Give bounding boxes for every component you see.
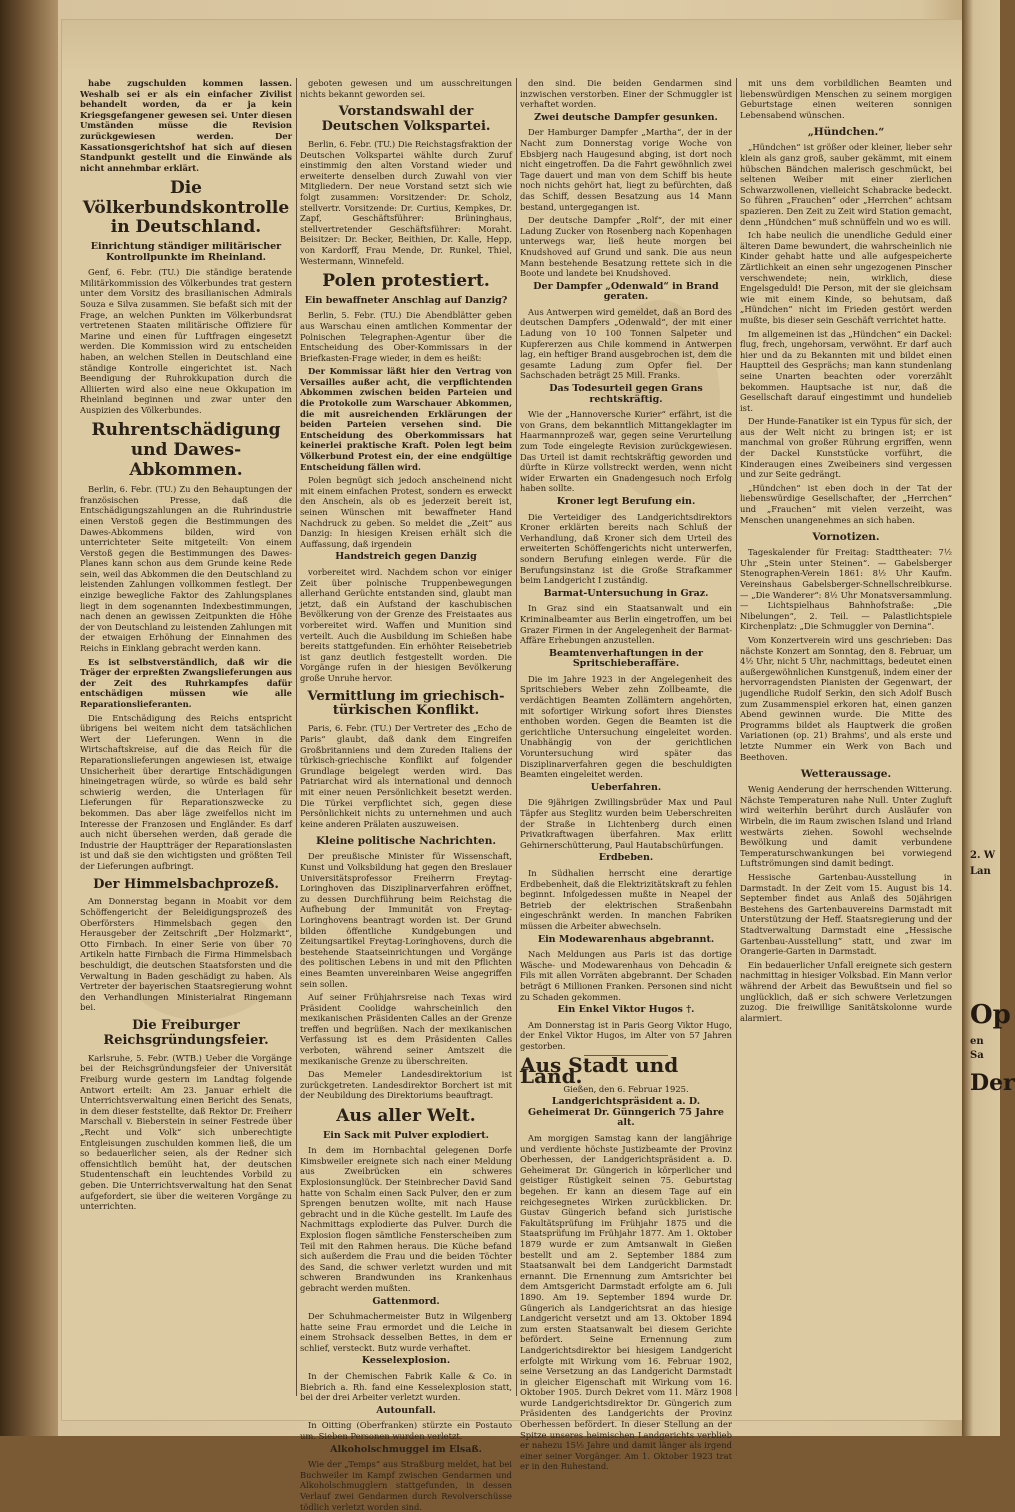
article-text: Am morgigen Samstag kann der langjährige und verdiente höchste Justizbeamte der Provinz Oberhessen, der Landgerichtspräsident a. D. Geheimerat Dr. Güngerich in körperlicher und geistiger Rüstigkeit seinen 75. Geburtstag begehen. Er kann an diesem Tage auf ein reichgesegnetes Wirken zurückblicken. Dr. Gustav Güngerich befand sich juristische Fakultätsprüfung im Frühjahr 1875 und die Staatsprüfung im Frühjahr 1877. Am 1. Oktober 1879 wurde er zum Amtsanwalt in Gießen bestellt und am 2. September 1884 zum Staatsanwalt bei dem Landgericht Darmstadt ernannt. Die Ernennung zum Amtsrichter bei dem Amtsgericht Darmstadt erfolgte am 6. Juli 1890. Am 19. September 1894 wurde Dr. Güngerich als Landgerichtsrat an das hiesige Landgericht versetzt und am 13. Oktober 1894 zum ersten Staatsanwalt bei diesem Gerichte befördert. Seine Ernennung zum Landgerichtsdirektor bei hiesigem Landgericht erfolgte mit Wirkung vom 16. Februar 1902, seine Versetzung an das Landgericht Darmstadt in gleicher Eigenschaft mit Wirkung vom 16. Oktober 1905. Durch Dekret vom 11. März 1908 wurde Landgerichtsdirektor Dr. Güngerich zum Präsidenten des Landgerichts der Provinz Oberhessen befördert. In dieser Stellung an der Spitze unseres heimischen Landgerichts verblieb er nahezu 15½ Jahre und damit länger als irgend einer seiner Vorgänger. Am 1. Oktober 1923 trat er in den Ruhestand. [520,1133,732,1472]
article-text: Paris, 6. Febr. (TU.) Der Vertreter des „Echo de Paris“ glaubt, daß dank dem Eingreifen Großbritanniens und dem Zureden Italiens der türkisch-griechische Konflikt auf folgender Grundlage beigelegt werden wird. Das Patriarchat wird als international und dennoch mit einer neuen Persönlichkeit besetzt werden. Die Türkei verpflichtet sich, gegen diese Persönlichkeit nichts zu unternehmen und auch keine anderen Prälaten auszuweisen. [300,723,512,829]
article-text: Der deutsche Dampfer „Rolf“, der mit einer Ladung Zucker von Rosenberg nach Kopenhagen unterwegs war, ließ heute morgen bei Knudshoved auf Grund und sank. Die aus neun Mann bestehende Besatzung rettete sich in die Boote und landete bei Knudshoved. [520,215,732,279]
article-text: Die im Jahre 1923 in der Angelegenheit des Spritschiebers Weber zehn Zollbeamte, die verdächtigen Beamten Zollämtern angehörten, mit sofortiger Wirkung sofort ihres Dienstes enthoben worden. Gegen die Beamten ist die gerichtliche Untersuchung eingeleitet worden. Unabhängig von der gerichtlichen Voruntersuchung wird später das Disziplinarverfahren gegen die beschuldigten Beamten eingeleitet werden. [520,673,732,780]
article-text: Es ist selbstverständlich, daß wir die Träger der erpreßten Zwangslieferungen aus der Zeit des Ruhrkampfes dafür entschädigen müssen wie alle Reparationslieferanten. [80,656,292,709]
article-text: den sind. Die beiden Gendarmen sind inzwischen verstorben. Einer der Schmuggler ist verhaftet worden. [520,78,732,110]
article-text: Der Hunde-Fanatiker ist ein Typus für sich, der aus der Welt nicht zu bringen ist; er ist manchmal von großer Rührung ergriffen, wenn der Dackel Kunststücke vorführt, die Kinderaugen eines Zweibeiners sind vergessen und zur Seite gedrängt. [740,416,952,480]
article-text: Berlin, 6. Febr. (TU.) Die Reichstagsfraktion der Deutschen Volkspartei wählte durch Zuruf einstimmig den alten Vorstand wieder und erweiterte denselben durch Zuwahl von vier Mitgliedern. Der neue Vorstand setzt sich wie folgt zusammen: Vorsitzender: Dr. Scholz, stellvertr. Vorsitzende: Dr. Curtius, Kempkes, Dr. Zapf, Geschäftsführer: Brüninghaus, stellvertretender Geschäftsführer: Moraht. Beisitzer: Dr. Becker, Beithien, Dr. Kalle, Hepp, von Kardorff, Frau Mende, Dr. Runkel, Thiel, Westermann, Winnefeld. [300,139,512,266]
section-masthead: Aus Stadt und Land. [520,1053,679,1089]
headline: Vorstandswahl der Deutschen Volkspartei. [321,104,491,135]
article-text: Aus Antwerpen wird gemeldet, daß an Bord des deutschen Dampfers „Odenwald“, der mit einer Ladung von 10 100 Tonnen Salpeter und Kupfererzen aus Chile kommend in Antwerpen lag, ein heftiger Brand ausgebrochen ist, dem die gesamte Ladung zum Opfer fiel. Der Sachschaden beträgt 25 Mill. Franks. [520,306,732,381]
subheadline: Ein bewaffneter Anschlag auf Danzig? [304,294,508,306]
subheadline: Kesselexplosion. [361,1355,451,1367]
column-rule [296,78,297,1396]
column-1 [80,78,292,1396]
dateline: Gießen, den 6. Februar 1925. [563,1083,689,1094]
subheadline: Das Todesurteil gegen Grans rechtskräftig. [549,383,703,405]
book-spine [0,0,58,1436]
article-text: Das Memeler Landesdirektorium ist zurückgetreten. Landesdirektor Borchert ist mit der Neubildung des Direktoriums beauftragt. [300,1069,512,1101]
fragment-text: Op [970,1000,1011,1030]
subheadline: Barmat-Untersuchung in Graz. [543,587,709,599]
subheadline: Ueberfahren. [590,781,662,793]
article-text: In Graz sind ein Staatsanwalt und ein Kriminalbeamter aus Berlin eingetroffen, um bei Grazer Firmen in der Angelegenheit der Barmat-Affäre Erhebungen anzustellen. [520,603,732,646]
subheadline: Alkoholschmuggel im Elsaß. [330,1443,482,1455]
fragment-text: Der [970,1070,1015,1096]
subheadline: Erdbeben. [598,852,654,864]
article-text: In Oitting (Oberfranken) stürzte ein Postauto um. Sieben Personen wurden verletzt. [300,1420,512,1442]
article-text: Der Schuhmachermeister Butz in Wilgenberg hatte seine Frau ermordet und die Leiche in einem Strohsack desselben Bettes, in dem er schlief, versteckt. Butz wurde verhaftet. [300,1311,512,1353]
subheadline: Handstreich gegen Danzig [335,551,477,563]
fragment-text: 2. W [970,850,996,861]
headline: Wetteraussage. [800,768,892,781]
column-2 [300,78,512,1512]
article-text: Polen begnügt sich jedoch anscheinend nicht mit einem einfachen Protest, sondern es erweckt den Anschein, als ob es jederzeit bereit ist, seinen Wünschen mit bewaffneter Hand Nachdruck zu geben. So meldet die „Zeit“ aus Danzig: In hiesigen Kreisen erhält sich die Auffassung, daß irgendein [300,475,512,549]
article-text: Am Donnerstag ist in Paris Georg Viktor Hugo, der Enkel Viktor Hugos, im Alter von 57 Jahren gestorben. [520,1019,732,1051]
subheadline: Der Dampfer „Odenwald“ in Brand geraten. [533,280,719,303]
article-text: Ein bedauerlicher Unfall ereignete sich gestern nachmittag in hiesiger Volksbad. Ein Mann verlor während der Arbeit das Bewußtsein und fiel so unglücklich, daß er sich schwere Verletzungen zuzog. Die freiwillige Sanitätskolonne wurde alarmiert. [740,959,952,1023]
article-text: Im allgemeinen ist das „Hündchen“ ein Dackel: flug, frech, ungehorsam, verwöhnt. Er darf auch hier und da zu Bekannten mit und bildet einen Hauptteil des Gesprächs; man kann stundenlang seine Unarten beachten oder vorerzählt bekommen. Hauptsache ist nur, daß die Gesellschaft darauf eingestimmt und hundelieb ist. [740,328,952,413]
headline: Vermittlung im griechisch-türkischen Konflikt. [307,688,505,719]
article-text: geboten gewesen und um ausschreitungen nichts bekannt geworden sei. [300,78,512,99]
column-rule [516,78,517,1396]
article-text: Der Hamburger Dampfer „Martha“, der in der Nacht zum Donnerstag vorige Woche von Ebsbjerg nach Haugesund abging, ist dort noch nicht eingetroffen. Da die Fahrt gewöhnlich zwei Tage dauert und man von dem Schiff bis heute noch nichts gehört hat, liegt zu befürchten, daß das Schiff, dessen Besatzung aus 14 Mann bestand, untergegangen ist. [520,127,732,212]
subheadline: Ein Modewarenhaus abgebrannt. [537,933,715,945]
article-text: Die Verteidiger des Landgerichtsdirektors Kroner erklärten bereits nach Schluß der Verhandlung, daß Kroner sich dem Urteil des erweiterten Schöffengerichts nicht unterwerfen, sondern Berufung einlegen werde. Für die Berufungsinstanz ist die Große Strafkammer beim Landgericht I zuständig. [520,511,732,586]
headline: Vornotizen. [812,531,880,544]
article-text: Die Entschädigung des Reichs entspricht übrigens bei weitem nicht dem tatsächlichen Wert der Lieferungen. Wenn in die Wirtschaftskreise, auf die das Reich für die Reparationslieferungen angewiesen ist, etwaige Unsicherheit über derartige Entschädigungen hineingetragen würde, so würde es bald sehr schwierig werden, die Unterlagen für Lieferungen für Reparationszwecke zu bekommen. Das aber läge zweifellos nicht im Interesse der Franzosen und Engländer. Es darf auch nicht übersehen werden, daß gerade die Industrie der Hauptträger der Reparationslasten ist und daß sie den wichtigsten und größten Teil der Lieferungen aufbringt. [80,712,292,871]
fragment-text: Lan [970,866,991,877]
subheadline: Autounfall. [376,1404,436,1416]
article-text: Ich habe neulich die unendliche Geduld einer älteren Dame bewundert, die wahrscheinlich nie Kinder gehabt hatte und alle aufgespeicherte Zärtlichkeit an einen sehr ungezogenen Pinscher verschwendete; nein, wirklich, diese Engelsgeduld! Die Person, mit der sie gleichsam wie mit einem Kinde, so behutsam, daß „Hündchen“ nicht im Frieden gestört werden mußte, bis dieser sein Geschäft verrichtet hatte. [740,230,952,325]
article-text: Hessische Gartenbau-Ausstellung in Darmstadt. In der Zeit vom 15. August bis 14. September findet aus Anlaß des 50jährigen Bestehens des Gartenbauvereins Darmstadt mit Unterstützung der Heff. Staatsregierung und der Stadtverwaltung Darmstadt eine „Hessische Gartenbau-Ausstellung“ statt, und zwar im Orangerie-Garten in Darmstadt. [740,871,952,957]
subheadline: Ein Enkel Viktor Hugos †. [557,1004,695,1016]
article-text: „Hündchen“ ist größer oder kleiner, lieber sehr klein als ganz groß, sauber gekämmt, mit einem hübschen Bändchen malerisch geschmückt, bei seltenen Weiber mit einer zierlichen Schwarzwollenen, vielleicht Schabracke bedeckt. So führen „Frauchen“ oder „Herrchen“ achtsam spazieren. Den Zeit zu Zeit wird Station gemacht, denn „Hündchen“ muß schnüffeln und wo es will. [740,142,953,227]
headline: „Hündchen.“ [807,126,885,139]
column-4 [740,78,952,1396]
article-text: Karlsruhe, 5. Febr. (WTB.) Ueber die Vorgänge bei der Reichsgründungsfeier der Universität Freiburg wurde gestern im Landtag folgende Antwort erteilt: Am 23. Januar erhielt die Unterrichtsverwaltung einen Bericht des Senats, in dem dieser feststellte, daß Rektor Dr. Freiherr Marschall v. Bieberstein in seiner Festrede über „Recht und Volk“ sich unberechtigte Entgleisungen zuschulden kommen ließ, die um so bedauerlicher seien, als der Redner sich offensichtlich bemüht hat, der deutschen Studentenschaft ein leuchtendes Vorbild zu geben. Die Unterrichtsverwaltung hat den Senat aufgefordert, sie über die weiteren Vorgänge zu unterrichten. [80,1052,292,1212]
headline: Ruhrentschädigung und Dawes-Abkommen. [91,420,281,480]
headline: Polen protestiert. [322,271,490,292]
article-text: Tageskalender für Freitag: Stadttheater: 7½ Uhr „Stein unter Steinen“. — Gabelsberger Stenographen-Verein 1861: 8½ Uhr Kaufm. Vereinshaus Gabelsberger-Schnellschreibkurse. — „Die Wanderer“: 8½ Uhr Monatsversammlung. — Lichtspielhaus Bahnhofstraße: „Die Nibelungen“, 2. Teil. — Palastlichtspiele Kirchenplatz: „Die Schmuggler von Dernina“. [740,547,952,632]
column-3 [520,78,732,1472]
fragment-text: Sa [970,1050,984,1061]
article-text: Berlin, 5. Febr. (TU.) Die Abendblätter geben aus Warschau einen amtlichen Kommentar der Polnischen Telegraphen-Agentur über die Entscheidung des Ober-Kommissars in der Briefkasten-Frage wieder, in dem es heißt: [300,310,512,363]
subheadline: Landgerichtspräsident a. D. Geheimerat Dr. Günngerich 75 Jahre alt. [528,1096,724,1129]
article-text: Wie der „Temps“ aus Straßburg meldet, hat bei Buchweiler im Kampf zwischen Gendarmen und Alkoholschmugglern stattgefunden, in dessen Verlauf zwei Gendarmen durch Revolverschüsse tödlich verletzt worden sind. [300,1459,512,1512]
article-text: Wenig Aenderung der herrschenden Witterung. Nächste Temperaturen nahe Null. Unter Zugluft wird weiterhin berührt durch Ausläufer von Wirbeln, die im Raum zwischen Island und Irland westwärts ziehen. Sowohl wechselnde Bewölkung und damit verbundene Temperaturschwankungen bei vorwiegend Luftströmungen sind damit bedingt. [740,784,952,869]
article-text: In Südhalien herrscht eine derartige Erdbebenheit, daß die Elektrizitätskraft zu fehlen beginnt. Infolgedessen mußte in Neapel der Betrieb der elektrischen Straßenbahn eingeschränkt werden. In manchen Fabriken müssen die Arbeiter abwechseln. [520,867,732,931]
article-text: Wie der „Hannoversche Kurier“ erfährt, ist die von Grans, dem bekanntlich Mittangeklagter im Haarmannprozeß war, gegen seine Verurteilung zum Tode eingelegte Revision zurückgewiesen. Das Urteil ist damit rechtskräftig geworden und dürfte in Kürze vollstreckt werden, wenn nicht wider Erwarten ein Gnadengesuch noch Erfolg haben sollte. [520,409,732,494]
article-text: „Hündchen“ ist eben doch in der Tat der liebenswürdige Gesellschafter, der „Herrchen“ und „Frauchen“ mit vielen verzeiht, was Menschen unangenehmes an sich haben. [740,482,952,525]
article-text: Berlin, 6. Febr. (TU.) Zu den Behauptungen der französischen Presse, daß die Entschädigungszahlungen an die Ruhrindustrie einen Verstoß gegen die Bestimmungen des Dawes-Abkommens bilden, wird von unterrichteter Seite mitgeteilt: Von einem Verstoß gegen die Bestimmungen des Dawes-Planes kann schon aus dem Grunde keine Rede sein, weil das Abkommen die den Deutschland zu leistenden Zahlungen vollkommen festlegt. Der einzige bewegliche Faktor des Zahlungsplanes liegt in dem sogenannten Indexbestimmungen, nach denen an gewissen Zeitpunkten die Höhe der von Deutschland zu leistenden Zahlungen mit der etwaigen Erhöhung der Einnahmen des Reichs in Einklang gebracht werden kann. [80,484,292,654]
article-text: Nach Meldungen aus Paris ist das dortige Wäsche- und Modewarenhaus von Dehcadin & Fils mit allen Vorräten abgebrannt. Der Schaden beträgt 6 Millionen Franken. Personen sind nicht zu Schaden gekommen. [520,949,732,1002]
article-text: Die 9jährigen Zwillingsbrüder Max und Paul Täpfer aus Steglitz wurden beim Ueberschreiten der Straße in Lichtenberg durch einen Privatkraftwagen überfahren. Max erlitt Gehirnerschütterung, Paul Hautabschürfungen. [520,797,732,850]
column-rule [736,78,737,1396]
headline: Der Himmelsbachprozeß. [93,876,279,892]
fragment-text: en [970,1036,984,1047]
article-text: Am Donnerstag begann in Moabit vor dem Schöffengericht der Beleidigungsprozeß des Oberförsters Himmelsbach gegen den Herausgeber der Zeitschrift „Der Holzmarkt“, Otto Firnbach. In einer Serie von über 70 Artikeln hatte Firnbach die Firma Himmelsbach beschuldigt, die deutschen Staatsforsten und die Verwaltung in Baden geschädigt zu haben. Als Vertreter der bayerischen Staatsregierung wohnt den Verhandlungen Ministerialrat Ringemann bei. [80,896,292,1013]
article-text: In dem im Hornbachtal gelegenen Dorfe Kimsbweiler ereignete sich nach einer Meldung aus Zweibrücken ein schweres Explosionsunglück. Der Steinbrecher David Sand hatte von Schalm einen Sack Pulver, den er zum Sprengen benutzen wollte, mit nach Hause gebracht und in die Küche gestellt. Im Laufe des Nachmittags explodierte das Pulver. Durch die Explosion flogen sämtliche Fensterscheiben zum Teil mit den Rahmen heraus. Die Küche befand sich außerdem die Frau und die beiden Töchter des Sand, die schwer verletzt wurden und mit schweren Brandwunden ins Krankenhaus gebracht werden mußten. [300,1145,512,1293]
headline: Kleine politische Nachrichten. [316,835,496,848]
article-text: Auf seiner Frühjahrsreise nach Texas wird Präsident Coolidge wahrscheinlich den mexikanischen Präsidenten Calles an der Grenze treffen und begrüßen. Nach der mexikanischen Verfassung ist es dem Präsidenten Calles verboten, während seiner Amtszeit die mexikanische Grenze zu überschreiten. [300,992,512,1066]
page-top-shadow [62,20,962,72]
article-text: mit uns dem vorbildlichen Beamten und liebenswürdigen Menschen zu seinem morgigen Geburtstage einen weiteren sonnigen Lebensabend wünschen. [740,78,952,120]
subheadline: Beamtenverhaftungen in der Spritschieberaffäre. [549,647,703,670]
headline: Die Völkerbundskontrolle in Deutschland. [82,178,290,238]
article-text: Der preußische Minister für Wissenschaft, Kunst und Volksbildung hat gegen den Breslauer Universitätsprofessor Freiherrn Freytag-Loringhoven das Disziplinarverfahren eröffnet, zu dessen Durchführung beim Reichstag die Aufhebung der Immunität von Freytag-Loringhovens beantragt worden ist. Der Grund bilden öffentliche Kundgebungen und Zeitungsartikel Freytag-Loringhovens, durch die bestehende Staatseinrichtungen und Vorgänge des politischen Lebens in und mit den Pflichten eines Beamten unvereinbaren Weise angegriffen sein sollen. [300,851,512,989]
adjacent-page-fragment [962,0,1015,1436]
article-text: vorbereitet wird. Nachdem schon vor einiger Zeit über polnische Truppenbewegungen allerhand Gerüchte entstanden sind, glaubt man jetzt, daß ein Aufstand der kaschubischen Bevölkerung von der Grenze des Freistaates aus vorbereitet wird. Waffen und Munition sind verteilt. Auch die Ausbildung im Schießen habe bereits stattgefunden. Ein erhöhter Reisebetrieb ist ganz deutlich festgestellt worden. Die Vorgänge rufen in der hiesigen Bevölkerung große Unruhe hervor. [300,566,512,683]
article-text: Genf, 6. Febr. (TU.) Die ständige beratende Militärkommission des Völkerbundes trat gestern unter dem Vorsitz des brasilianischen Admirals Souza e Silva zusammen. Sie befaßt sich mit der Frage, an welchen Punkten im Völkerbundsrat vertretenen Staaten militärische Offiziere für Marine und einen für Luftfragen eingesetzt werden. Die Kommission wird zu entscheiden haben, an welchen Stellen in Deutschland eine ständige Kontrolle eingerichtet ist. Nach Beendigung der Ruhrokkupation durch die Alliierten wird also eine neue Okkupation im Rheinland beginnen und zwar unter den Auspizien des Völkerbundes. [80,267,292,415]
subheadline: Kroner legt Berufung ein. [556,495,696,507]
subheadline: Zwei deutsche Dampfer gesunken. [534,111,718,123]
headline: Die Freiburger Reichsgründungsfeier. [103,1017,269,1048]
subheadline: Einrichtung ständiger militärischer Kontrollpunkte im Rheinland. [90,240,282,263]
article-text: In der Chemischen Fabrik Kalle & Co. in Biebrich a. Rh. fand eine Kesselexplosion statt, bei der drei Arbeiter verletzt wurden. [300,1371,512,1403]
article-text: habe zugschulden kommen lassen. Weshalb sei er als ein einfacher Zivilist behandelt worden, da er ja kein Kriegsgefangener gewesen sei. Unter diesen Umständen müsse die Revision zurückgewiesen werden. Der Kassationsgerichtshof hat sich auf diesen Standpunkt gestellt und die Einwände als nicht annehmbar erklärt. [80,78,292,173]
article-text: Vom Konzertverein wird uns geschrieben: Das nächste Konzert am Sonntag, den 8. Februar, um 4½ Uhr, nicht 5 Uhr, nachmittags, bedeutet einen außergewöhnlichen Kunstgenuß, indem einer der hervorragendsten Pianisten der Gegenwart, der jugendliche Rudolf Serkin, den sich Adolf Busch zum Zusammenspiel erkoren hat, einen ganzen Abend gewinnen wurde. Die Mitte des Programms bildet als Hauptwerk die großen Variationen (op. 21) Brahms', und als erste und letzte Nummer ein Werk von Bach und Beethoven. [740,635,952,762]
subheadline: Ein Sack mit Pulver explodiert. [323,1129,489,1141]
headline: Aus aller Welt. [336,1106,476,1127]
subheadline: Gattenmord. [372,1295,440,1307]
article-text: Der Kommissar läßt hier den Vertrag von Versailles außer acht, die verpflichtenden Abkommen zwischen beiden Parteien und die Protokolle zum Warschauer Abkommen, die mit ausreichenden Erklärungen der beiden Parteien versehen sind. Die Entscheidung des Oberkommissars hat keinerlei praktische Kraft. Polen legt beim Völkerbund Protest ein, der eine endgültige Entscheidung fällen wird. [300,366,512,472]
